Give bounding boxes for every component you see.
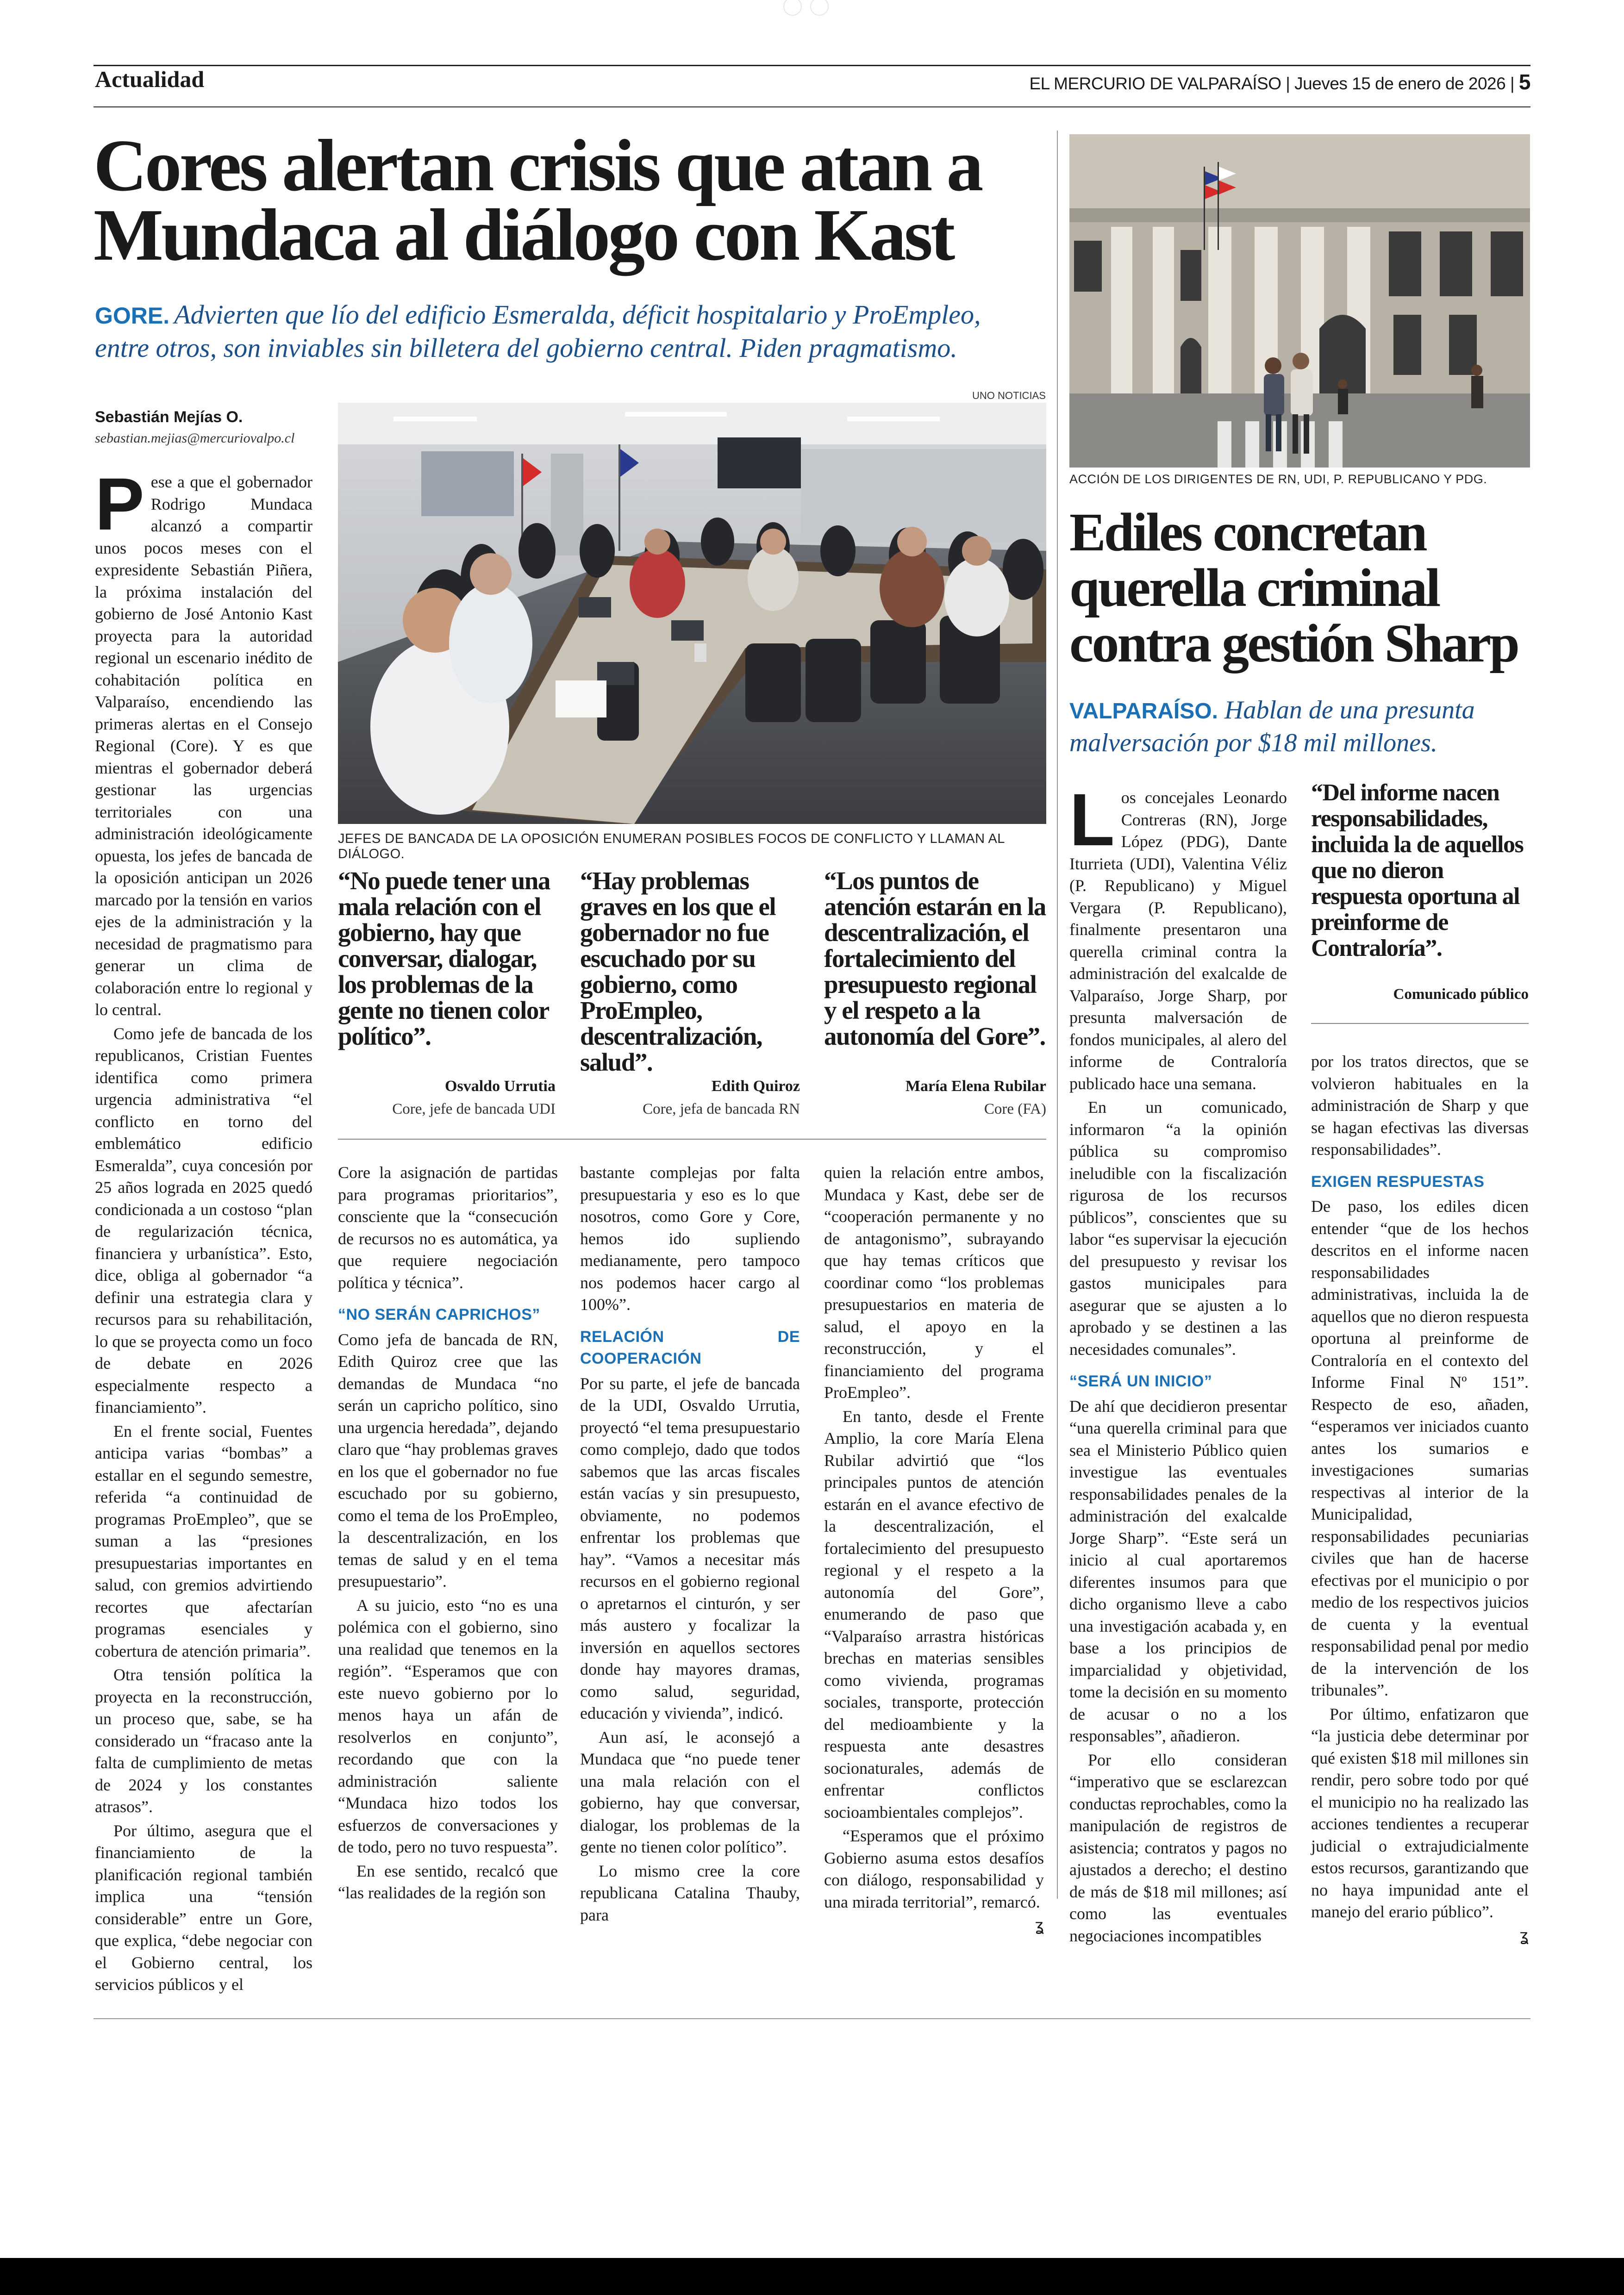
main-photo-caption: JEFES DE BANCADA DE LA OPOSICIÓN ENUMERAN POSIBLES FOCOS DE CONFLICTO Y LLAMAN AL DIÁLOGO.: [338, 831, 1005, 861]
paragraph: Por último, enfatizaron que “la justicia debe determinar por qué existen $18 mil millones sin rendir, pero sobre todo por qué el municipio no ha realizado las acciones tendientes a recuperar judicial o extrajudicialmente estos recursos, garantizando que no haya impunidad ante el manejo del erario público”.: [1311, 1704, 1529, 1921]
paragraph: Lo mismo cree la core republicana Catalina Thauby, para: [580, 1861, 800, 1924]
paragraph: De ahí que decidieron presentar “una querella criminal para que sea el Ministerio Público quien investigue las eventuales responsabilidades penales de la administración del exalcalde Jorge Sharp”. “Este será un inicio al cual aportaremos diferentes insumos para que dicho organismo lleve a cabo una investigación acabada y, en base a los principios de imparcialidad y objetividad, tome la decisión en su momento de acusar o no a los responsables”, añadieron.: [1069, 1397, 1287, 1745]
masthead: [1029, 69, 1530, 94]
side-body-column-2: [1311, 1051, 1529, 1947]
body-column-1: [95, 462, 312, 1998]
prev-dot-icon[interactable]: [783, 0, 802, 16]
paragraph: Como jefa de bancada de RN, Edith Quiroz cree que las demandas de Mundaca “no serán un capricho político, sino una urgencia heredada”, dejando claro que “hay problemas graves en los que el gobernador no fue escuchado por su gobierno, como el tema de los ProEmpleo, la descentralización, en los temas de salud y en el tema presupuestario”.: [338, 1330, 558, 1590]
paragraph: bastante complejas por falta presupuestaria y eso es lo que nosotros, como Gore y Core, hemos ido supliendo medianamente, pero tampoco nos podemos hacer cargo al 100%”.: [580, 1163, 800, 1314]
page-nav-dots: [783, 0, 848, 16]
side-headline-line-3: contra gestión Sharp: [1069, 613, 1518, 674]
drop-cap: L: [1069, 778, 1115, 861]
section-label: Actualidad: [95, 66, 205, 92]
paragraph: En ese sentido, recalcó que “las realidades de la región son: [338, 1861, 558, 1902]
next-dot-icon[interactable]: [810, 0, 829, 16]
bottom-bar: [0, 2258, 1624, 2295]
lead-paragraph: Pese a que el gobernador Rodrigo Mundaca alcanzó a compartir unos pocos meses con el expresidente Sebastián Piñera, la próxima instalación del gobierno de José Antonio Kast proyecta para la autoridad regional un escenario inédito de cohabitación política en Valparaíso, encendiendo las primeras alertas en el Consejo Regional (Core). Y es que mientras el gobernador deberá gestionar las urgencias territoriales con una administración ideológicamente opuesta, los jefes de bancada de la oposición anticipan un 2026 marcado por la tensión en varios ejes de la administración y la necesidad de pragmatismo para generar un clima de colaboración entre lo regional y lo central.: [95, 462, 312, 1019]
side-headline-line-1: Ediles concretan: [1069, 502, 1426, 562]
quote-rule: [338, 1139, 1046, 1140]
paragraph: “Esperamos que el próximo Gobierno asuma estos desafíos con diálogo, responsabilidad y una mirada territorial”, remarcó.: [824, 1827, 1044, 1911]
paragraph: Como jefe de bancada de los republicanos, Cristian Fuentes identifica como primera urgencia administrativa “el conflicto en torno del emblemático edificio Esmeralda”, cuya concesión por 25 años lograda en 2025 quedó condicionada a un costoso “plan de regularización técnica, financiera y urbanística”. Esto, dice, obliga al gobernador “a definir una estrategia clara y recursos para su rehabilitación, lo que se proyecta como un foco de debate en 2026 especialmente respecto a financiamiento”.: [95, 1024, 312, 1416]
pull-quote-1: “No puede tener una mala relación con el gobierno, hay que conversar, dialogar, los problemas de la gente no tienen color político”.: [338, 867, 550, 1050]
main-headline: [94, 124, 1047, 276]
building-photo: [1069, 134, 1530, 468]
subhead-exigen-respuestas: EXIGEN RESPUESTAS: [1311, 1172, 1485, 1191]
body-column-4: [824, 1162, 1044, 1937]
side-kicker: [1069, 694, 1532, 759]
paragraph: Por último, asegura que el financiamiento de la planificación regional también implica una “tensión considerable” entre un Gore, que explica, “debe negociar con el Gobierno central, los servicios públicos y el: [95, 1821, 312, 1994]
quote-author-1: Osvaldo Urrutia: [445, 1078, 556, 1095]
body-column-2: [338, 1162, 558, 1906]
side-quote-source: Comunicado público: [1393, 986, 1529, 1003]
side-quote-rule: [1311, 1023, 1529, 1024]
subhead-no-seran-caprichos: “NO SERÁN CAPRICHOS”: [338, 1306, 540, 1323]
end-mark-icon: ʓ: [1519, 1926, 1529, 1945]
side-kicker-text: Hablan de una presunta malversación por $18 mil millones.: [1069, 696, 1475, 757]
headline-line-2: Mundaca al diálogo con Kast: [94, 193, 953, 276]
paragraph: Aun así, le aconsejó a Mundaca que “no puede tener una mala relación con el gobierno, hay que conversar, dialogar, los problemas de la gente no tienen color político”.: [580, 1727, 800, 1856]
newspaper-name: EL MERCURIO DE VALPARAÍSO: [1029, 74, 1281, 93]
pull-quote-3: “Los puntos de atención estarán en la descentralización, el fortalecimiento del presupuesto regional y el respeto a la autonomía del Gore”.: [824, 867, 1046, 1050]
subhead-relacion-de-cooperacion: RELACIÓN DE COOPERACIÓN: [580, 1328, 800, 1367]
side-kicker-tag: VALPARAÍSO.: [1069, 699, 1218, 723]
paragraph: En un comunicado, informaron “a la opinión pública su compromiso ineludible con la fiscalización rigurosa de los recursos públicos”, conscientes que su labor “es supervisar la ejecución del presupuesto y revisar los gastos municipales para asegurar que se ajusten a lo aprobado y se destinen a las necesidades comunales”.: [1069, 1098, 1287, 1359]
side-headline-line-2: querella criminal: [1069, 557, 1439, 618]
kicker-text-1: Advierten que lío del edificio Esmeralda, déficit hospitalario y ProEmpleo,: [174, 299, 981, 330]
side-photo-caption: ACCIÓN DE LOS DIRIGENTES DE RN, UDI, P. REPUBLICANO Y PDG.: [1069, 472, 1487, 486]
header-bottom-rule: [94, 106, 1530, 107]
side-body-column-1: [1069, 778, 1287, 1949]
paragraph: Otra tensión política la proyecta en la reconstrucción, un proceso que, sabe, se ha considerado un “fracaso ante la falta de cumplimiento de metas de 2024 y los constantes atrasos”.: [95, 1665, 312, 1816]
author-byline: Sebastián Mejías O.: [95, 408, 243, 426]
side-headline: [1069, 502, 1532, 674]
issue-date: Jueves 15 de enero de 2026: [1294, 74, 1506, 93]
quote-author-2: Edith Quiroz: [711, 1078, 800, 1095]
paragraph: por los tratos directos, que se volvieron habituales en la administración de Sharp y que se hagan efectivas las diversas responsabilidades”.: [1311, 1052, 1529, 1159]
lead-paragraph: Los concejales Leonardo Contreras (RN), Jorge López (PDG), Dante Iturrieta (UDI), Valentina Véliz (P. Republicano) y Miguel Vergara (P. Republicano), finalmente presentaron una querella criminal contra la administración del exalcalde de Valparaíso, Jorge Sharp, por presunta malversación de fondos municipales, al alero del informe de Contraloría publicado hace una semana.: [1069, 778, 1287, 1093]
drop-cap: P: [95, 462, 144, 545]
column-divider: [1057, 131, 1058, 1899]
photo-credit: UNO NOTICIAS: [972, 390, 1046, 401]
headline-line-1: Cores alertan crisis que atan a: [94, 124, 981, 206]
paragraph: En tanto, desde el Frente Amplio, la core María Elena Rubilar advirtió que “los principales puntos de atención estarán en el avance efectivo de la descentralización, el fortalecimiento del presupuesto regional y el respeto a la autonomía del Gore”, enumerando de paso que “Valparaíso arrastra históricas brechas en materias sensibles como vivienda, programas sociales, transporte, protección del medioambiente y la respuesta ante desastres socionaturales, además de enfrentar conflictos socioambientales complejos”.: [824, 1407, 1044, 1821]
paragraph: En el frente social, Fuentes anticipa varias “bombas” a estallar en el segundo semestre, referida “a continuidad de programas ProEmpleo”, que se suman a las “presiones presupuestarias importantes en salud, con gremios advirtiendo recortes que afectarían programas esenciales y cobertura de atención primaria”.: [95, 1422, 312, 1660]
footer-rule: [94, 2018, 1530, 2019]
body-column-3: [580, 1162, 800, 1928]
paragraph: De paso, los ediles dicen entender “que de los hechos descritos en el informe nacen responsabilidades administrativas, incluida la de aquellos que no dieron respuesta oportuna al preinforme de Contraloría en el contexto del Informe Final Nº 151”. Respecto de eso, añaden, “esperamos ver iniciados cuanto antes los sumarios e investigaciones sumarias respectivas al interior de la Municipalidad, responsabilidades pecuniarias civiles que han de hacerse efectivas por el municipio o por medio de los respectivos juicios de cuenta y la eventual responsabilidad penal por medio de la intervención de los tribunales”.: [1311, 1197, 1529, 1699]
council-room-image: [338, 403, 1046, 824]
paragraph: Por su parte, el jefe de bancada de la UDI, Osvaldo Urrutia, proyectó “el tema presupuestario como complejo, dado que todos sabemos que las arcas fiscales están vacías y sin presupuesto, obviamente, no podemos enfrentar los problemas que hay”. “Vamos a necesitar más recursos en el gobierno regional o apretarnos el cinturón, y ser más austero y focalizar la inversión en aquellos sectores donde hay mayores dramas, como salud, seguridad, educación y vivienda”, indicó.: [580, 1374, 800, 1722]
paragraph: A su juicio, esto “no es una polémica con el gobierno, sino una realidad que tenemos en la región”. “Esperamos que con este nuevo gobierno por lo menos haya un afán de resolverlos en conjunto”, recordando que con la administración saliente “Mundaca hizo todos los esfuerzos de conversaciones y de todo, pero no tuvo respuesta”.: [338, 1596, 558, 1856]
author-email[interactable]: sebastian.mejias@mercuriovalpo.cl: [95, 430, 295, 446]
page-number: 5: [1518, 70, 1530, 94]
council-session-photo: [338, 403, 1046, 824]
kicker-text-2: entre otros, son inviables sin billetera del gobierno central. Piden pragmatismo.: [95, 333, 957, 363]
kicker-tag: GORE.: [95, 303, 170, 329]
separator: |: [1286, 74, 1290, 93]
paragraph: quien la relación entre ambos, Mundaca y Kast, debe ser de “cooperación permanente y no de antagonismo”, subrayando que hay temas críticos que coordinar como “los problemas presupuestarios en materia de salud, el apoyo en la reconstrucción, y el financiamiento del programa ProEmpleo”.: [824, 1163, 1044, 1402]
paragraph: Por ello consideran “imperativo que se esclarezcan conductas reprochables, como la manipulación de registros de asistencia; contratos y pagos no ajustados a derecho; el destino de más de $18 mil millones; así como las eventuales negociaciones incompatibles: [1069, 1750, 1287, 1945]
main-kicker: [95, 299, 1049, 364]
quote-role-3: Core (FA): [984, 1101, 1046, 1117]
quote-role-1: Core, jefe de bancada UDI: [392, 1101, 556, 1117]
paragraph: Core la asignación de partidas para programas prioritarios”, consciente que la “consecución de recursos no es automática, ya que requiere negociación política y técnica”.: [338, 1163, 558, 1292]
building-facade-image: [1069, 134, 1530, 468]
side-pull-quote: “Del informe nacen responsabilidades, incluida la de aquellos que no dieron respuesta oportuna al preinforme de Contraloría”.: [1311, 780, 1524, 961]
header-top-rule: [94, 65, 1530, 66]
end-mark-icon: ʓ: [1035, 1916, 1044, 1935]
quote-role-2: Core, jefa de bancada RN: [643, 1101, 800, 1117]
quote-author-3: María Elena Rubilar: [905, 1078, 1046, 1095]
subhead-sera-un-inicio: “SERÁ UN INICIO”: [1069, 1372, 1212, 1390]
pull-quote-2: “Hay problemas graves en los que el gobernador no fue escuchado por su gobierno, como ProEmpleo, descentralización, salud”.: [580, 867, 776, 1076]
separator: |: [1510, 74, 1515, 93]
